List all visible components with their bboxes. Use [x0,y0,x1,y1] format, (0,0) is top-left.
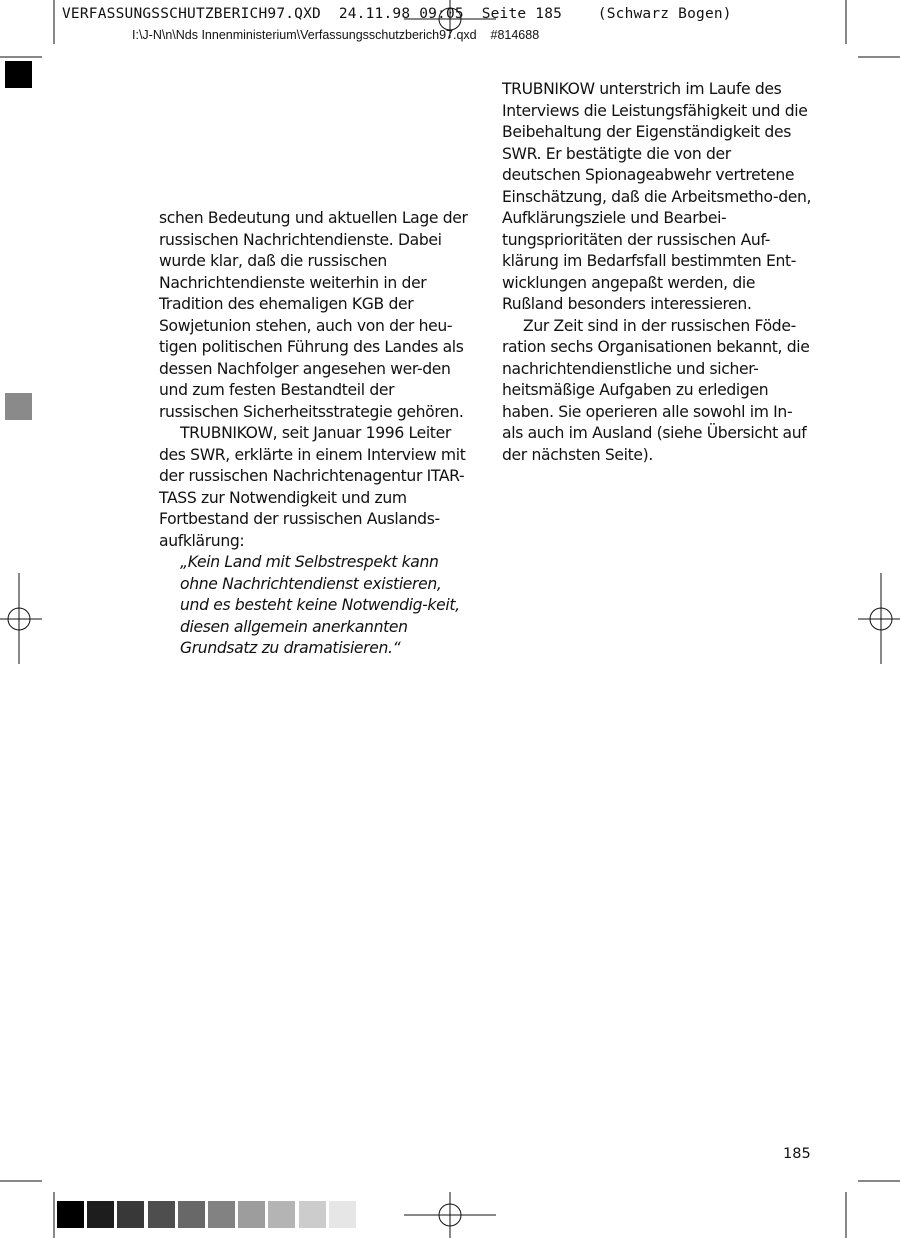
greyscale-swatch [57,1201,84,1228]
left-paragraph-1: schen Bedeutung und aktuellen Lage der russischen Nachrichtendienste. Dabei wurde klar, daß die russischen Nachrichtendienste weiterhin in der Tradition des ehemaligen KGB der Sowjetunion stehen, auch von der heu-tigen politischen Führung des Landes als dessen Nachfolger angesehen wer-den und zum festen Bestandteil der russischen Sicherheitsstrategie gehören. [159,209,468,421]
greyscale-swatch [329,1201,356,1228]
slug-file-path: I:\J-N\n\Nds Innenministerium\Verfassungsschutzberich97.qxd #814688 [132,28,540,42]
slug-header: VERFASSUNGSSCHUTZBERICH97.QXD 24.11.98 09:05 Seite 185 (Schwarz Bogen) [62,6,732,22]
greyscale-swatch [299,1201,326,1228]
registration-mark-bottom [404,1192,496,1238]
registration-mark-left [0,573,42,664]
greyscale-swatch [117,1201,144,1228]
right-paragraph-1: TRUBNIKOW unterstrich im Laufe des Interviews die Leistungsfähigkeit und die Beibehaltung der Eigenständigkeit des SWR. Er bestätigte die von der deutschen Spionageabwehr vertretene Einschätzung, daß die Arbeitsmetho-den, Aufklärungsziele und Bearbei-tungsprioritäten der russischen Auf-klärung im Bedarfsfall bestimmten Ent-wicklungen angepaßt werden, die Rußland besonders interessieren. [502,80,812,313]
registration-mark-top [404,0,496,38]
trubnikow-quote: „Kein Land mit Selbstrespekt kann ohne Nachrichtendienst existieren, und es besteht keine Notwendig-keit, diesen allgemein anerkannten Grundsatz zu dramatisieren.“ [180,553,460,657]
page-number: 185 [783,1146,811,1162]
greyscale-swatch [208,1201,235,1228]
registration-mark-right [858,573,900,664]
right-paragraph-2: Zur Zeit sind in der russischen Föde-ration sechs Organisationen bekannt, die nachrichtendienstliche und sicher-heitsmäßige Aufgaben zu erledigen haben. Sie operieren alle sowohl im In-als auch im Ausland (siehe Übersicht auf der nächsten Seite). [502,316,810,464]
greyscale-swatch [148,1201,175,1228]
left-text-column [159,208,469,660]
greyscale-swatch [268,1201,295,1228]
right-text-column [502,79,812,466]
left-paragraph-2: TRUBNIKOW, seit Januar 1996 Leiter des SWR, erklärte in einem Interview mit der russischen Nachrichtenagentur ITAR-TASS zur Notwendigkeit und zum Fortbestand der russischen Auslands-aufklärung: [159,424,466,550]
greyscale-swatch [238,1201,265,1228]
greyscale-swatch [178,1201,205,1228]
greyscale-swatch [87,1201,114,1228]
